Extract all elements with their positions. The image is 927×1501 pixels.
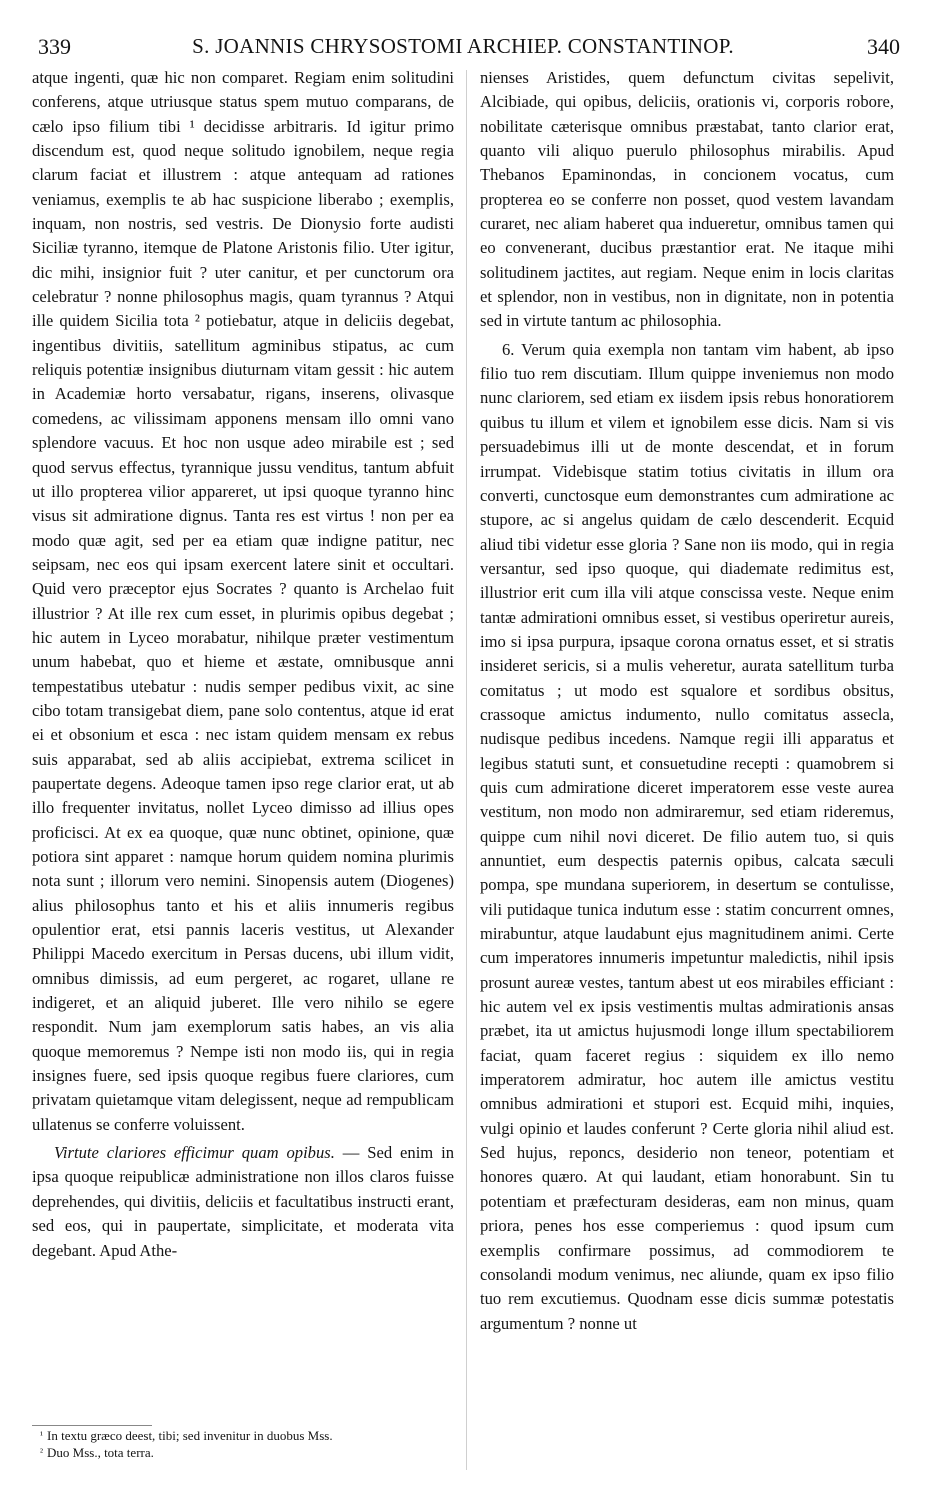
footnote-mark: ²	[40, 1447, 43, 1458]
running-title: S. JOANNIS CHRYSOSTOMI ARCHIEP. CONSTANTINOP.	[192, 34, 734, 58]
column-divider	[466, 70, 467, 1470]
left-paragraph-2	[32, 1141, 454, 1263]
footnote-text: Duo Mss., tota terra.	[47, 1445, 154, 1460]
footnote-mark: ¹	[40, 1430, 43, 1441]
footnote-rule	[32, 1425, 152, 1426]
right-paragraph-2: 6. Verum quia exempla non tantam vim habent, ab ipso filio tuo rem discutiam. Illum quippe inveniemus non modo nunc clariorem, sed etiam ex iisdem ipsis rebus honoratiorem quibus tu illum et vilem et ignobilem esse dicis. Nam si vis persuadebimus illi ut de monte descendat, et in forum irrumpat. Videbisque statim totius civitatis in illum ora converti, cunctosque eum demonstrantes cum admiratione ac stupore, ac si angelus quidam de cælo descenderit. Ecquid aliud tibi videtur esse gloria ? Sane non iis modo, qui in regia versantur, sed ipso quoque, qui diademate redimitus est, illustrior erit cum illa vili atque conscissa veste. Neque enim tantæ admirationi omnibus esset, si vestibus operiretur aureis, imo si ipsa purpura, ipsaque corona ornatus esset, et si stratis insideret sericis, si a mulis veheretur, aurata satellitum turba comitatus ; ut modo est squalore et sordibus obsitus, crassoque amictus indumento, nullo comitatus assecla, nudisque pedibus incedens. Namque regii illi apparatus et legibus statuti sunt, et consuetudine recepti : quamobrem si quis cum admiratione diceret imperatorem esse veste aurea vestitum, non modo non admiraremur, sed etiam rideremus, quippe cum nihil novi diceret. De filio autem tuo, si quis annuntiet, eum despectis paternis opibus, calcata sæculi pompa, spe mundana superiorem, in desertum se contulisse, vili putidaque tunica indutum esse : statim concurrent omnes, mirabuntur, atque laudabunt ejus magnitudinem animi. Certe cum imperatores innumeris impetuntur maledictis, nihil ipsis prosunt aureæ vestes, tantum abest ut eos mirabiles efficiant : hic autem vel ex ipsis vestimentis multas admirationis ansas præbet, ita ut amictus hujusmodi longe illum spectabiliorem faciat, quam faceret regius : siquidem ex illo nemo imperatorem admiratur, hoc autem ille amictus vestitu omnibus admirationi et stupori est. Ecquid mihi, inquies, vulgi opinio et laudes conferunt ? Certe gloria nihil aliud est. Sed hujus, reponcs, desiderio non teneor, potentiam et honores quæro. At qui laudant, etiam honorabunt. Sin tu potentiam et præfecturam desideras, eam non minus, quam priora, penes hos esse comperiemus : quod ipsum cum exemplis confirmare possimus, ad commodiorem te consolandi modum venimus, nec aliunde, quam ex ipso filio tuo rem excutiemus. Quodnam esse dicis summæ potestatis argumentum ? nonne ut	[480, 339, 894, 1333]
footnote-text: In textu græco deest, tibi; sed invenitur in duobus Mss.	[47, 1428, 333, 1443]
page-number-left: 339	[38, 34, 71, 59]
footnote-1	[40, 1427, 460, 1444]
right-paragraph-1: nienses Aristides, quem defunctum civitas sepelivit, Alcibiade, qui opibus, deliciis, orationis vi, corporis robore, nobilitate cæterisque omnibus præstabat, tanto clarior erat, quanto vili aliquo puerulo philosophus mirabilis. Apud Thebanos Epaminondas, in concionem vocatus, cum propterea eo se conferre non posset, quod vestem lavandam curaret, nec aliam haberet qua indueretur, omnibus tamen qui eo convenerant, ducibus præstantior erat. Ne itaque mihi solitudinem jactites, aut regiam. Neque enim in locis claritas et splendor, non in vestibus, non in dignitate, non in potentia sed in virtute tantum ac philosophia.	[480, 68, 894, 331]
section-heading: Virtute clariores efficimur quam opibus.	[54, 1143, 335, 1163]
footnotes	[40, 1427, 460, 1461]
left-column	[32, 66, 454, 1491]
left-paragraph-2-text: — Sed enim in ipsa quoque reipublicæ administratione non illos claros fuisse deprehendes, qui divitiis, deliciis et facultatibus instructi erant, sed eos, qui in paupertate, simplicitate, et moderata vita degebant. Apud Athe-	[32, 1143, 455, 1260]
left-paragraph-1: atque ingenti, quæ hic non comparet. Regiam enim solitudini conferens, atque utriusque status spem mutuo comparans, de cælo ipso filium tibi ¹ decidisse arbitraris. Id igitur primo discendum est, quod neque solitudo ignobilem, neque regia clarum faciat et illustrem : atque antequam ad rationes veniamus, exemplis te ab hac suspicione liberabo ; exemplis, inquam, non nostris, sed vestris. De Dionysio forte audisti Siciliæ tyranno, itemque de Platone Aristonis filio. Uter igitur, dic mihi, insignior fuit ? uter canitur, et per cunctorum ora celebratur ? nonne philosophus magis, quam tyrannus ? Atqui ille quidem Sicilia tota ² potiebatur, atque in deliciis degebat, ingentibus divitiis, satellitum agminibus stipatus, ac cum reliquis potentiæ insignibus diuturnam vitam gessit : hic autem in Academiæ horto versabatur, rigans, inserens, olivasque comedens, ac vilissimam apponens mensam illo omni vano splendore vacuus. Et hoc non usque adeo mirabile est ; sed quod servus effectus, tyrannique jussu venditus, tantum abfuit ut illo propterea vilior appareret, ut ipsi quoque tyranno hinc visus sit admiratione dignus. Tanta res est virtus ! non per ea modo quæ agit, sed per ea etiam quæ indigne patitur, nec seipsam, nec eos qui ipsam exercent latere sinit et occultari. Quid vero præceptor ejus Socrates ? quanto is Archelao fuit illustrior ? At ille rex cum esset, in plurimis opibus degebat ; hic autem in Lyceo morabatur, nihilque præter vestimentum unum habebat, quo et hieme et æstate, omnibusque anni tempestatibus utebatur : nudis semper pedibus vixit, ac sine cibo totam transigebat diem, pane solo contentus, atque id erat ei et obsonium et esca : nec istam quidem mensam ex rebus suis apparabat, sed ab aliis accipiebat, extrema scilicet in paupertate degens. Adeoque tamen ipso rege clarior erat, ut ab illo frequenter invitatus, nollet Lyceo dimisso ad illius opes proficisci. At ex ea quoque, quæ nunc obtinet, opinione, quæ potiora sint apparet : namque horum quidem nomina plurimis nota sunt ; illorum vero nemini. Sinopensis autem (Diogenes) alius philosophus tanto et his et aliis innumeris regibus opulentior erat, etsi pannis laceris vestitus, ut Alexander Philippi Macedo exercitum in Persas ducens, ubi illum vidit, omnibus dimissis, ad eum pergeret, ac rogaret, ullane re indigeret, et an aliquid juberet. Ille vero nihilo se egere respondit. Num jam exemplorum satis habes, an vis alia quoque memoremus ? Nempe isti non modo iis, qui in regia insignes fuere, sed ipsis quoque regibus fuere clariores, cum privatam quietamque vitam delegissent, neque ad rempublicam ullatenus se conferre voluissent.	[32, 68, 454, 1134]
footnote-2	[40, 1444, 460, 1461]
running-header	[20, 30, 906, 64]
page-number-right: 340	[867, 34, 900, 59]
right-column	[480, 66, 894, 1491]
